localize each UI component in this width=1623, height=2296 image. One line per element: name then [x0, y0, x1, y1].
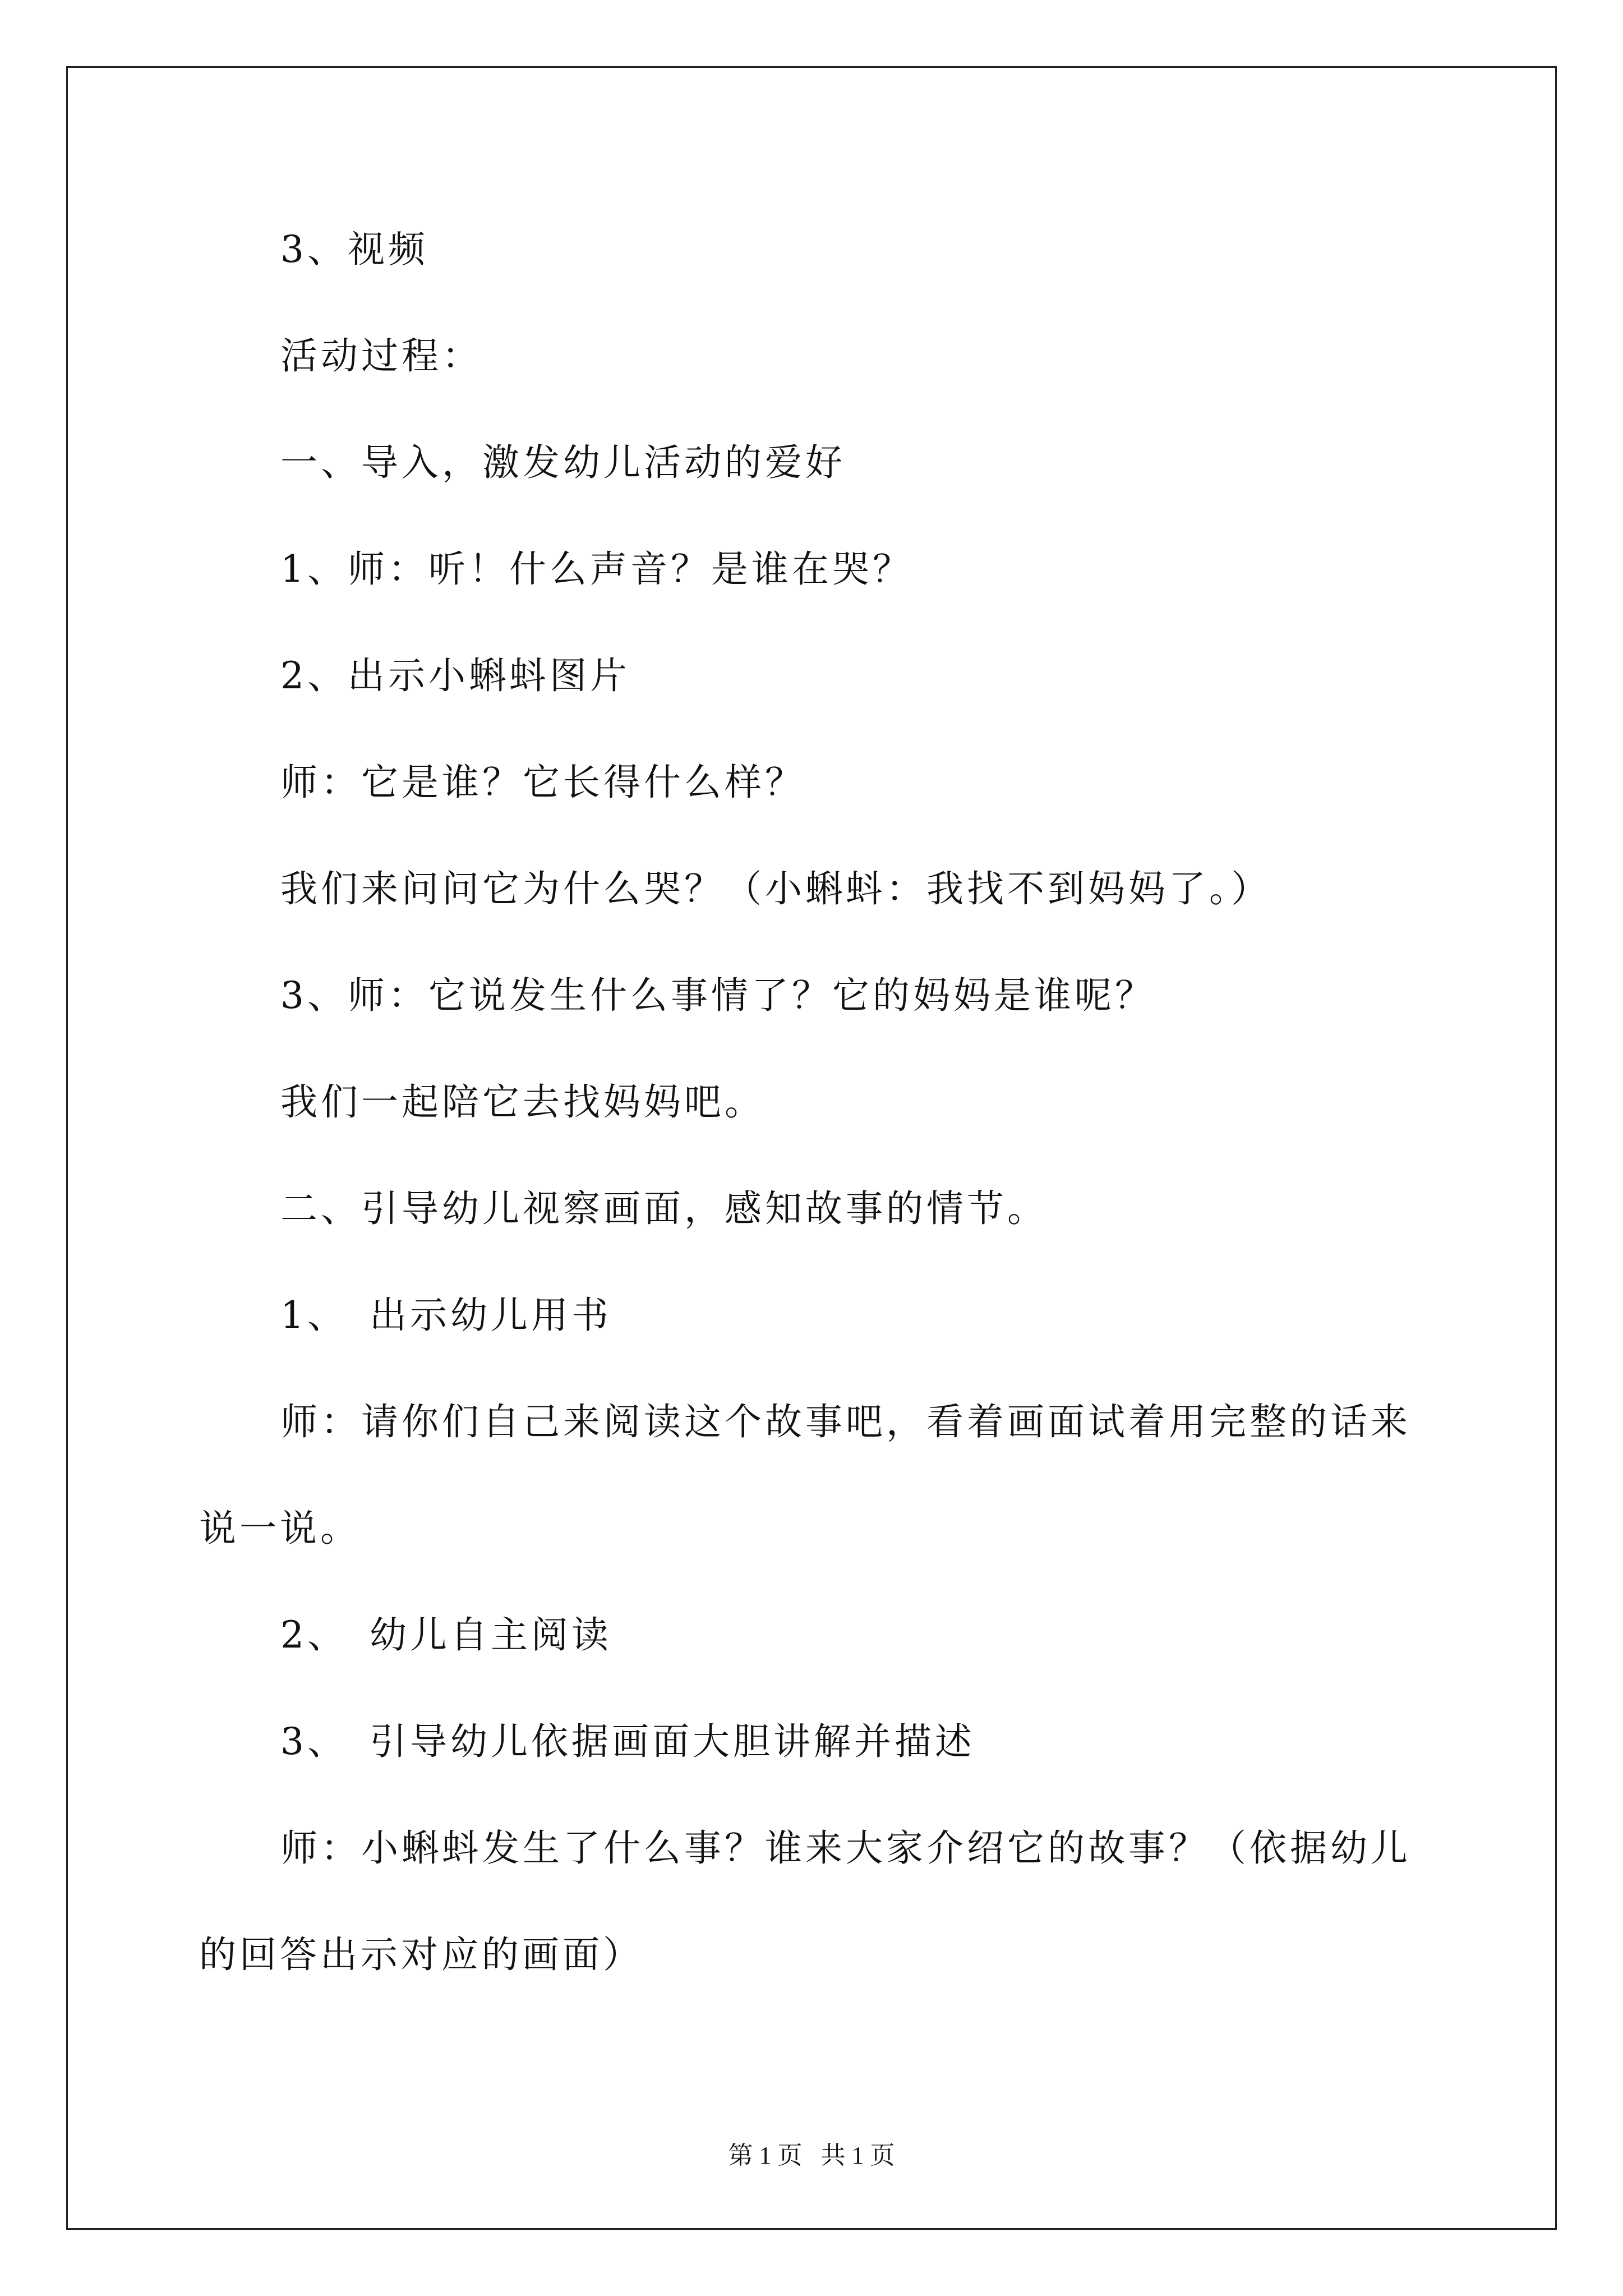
- text-line: 3、师：它说发生什么事情了？它的妈妈是谁呢？: [280, 974, 1155, 1017]
- page-footer: 第 1 页 共 1 页: [728, 2142, 895, 2169]
- text-line: 二、引导幼儿视察画面，感知故事的情节。: [280, 1187, 1048, 1230]
- text-line: 一、导入，激发幼儿活动的爱好: [280, 441, 846, 484]
- text-line: 师：它是谁？它长得什么样？: [280, 761, 805, 804]
- text-line: 师：小蝌蚪发生了什么事？谁来大家介绍它的故事？（依据幼儿: [280, 1826, 1411, 1870]
- text-line: 2、出示小蝌蚪图片: [280, 654, 630, 697]
- text-line: 活动过程：: [280, 334, 482, 378]
- text-line: 我们来问问它为什么哭？（小蝌蚪：我找不到妈妈了。）: [280, 867, 1271, 910]
- text-line: 的回答出示对应的画面）: [199, 1933, 643, 1976]
- text-line: 我们一起陪它去找妈妈吧。: [280, 1080, 765, 1124]
- text-line: 3、 引导幼儿依据画面大胆讲解并描述: [280, 1720, 975, 1763]
- text-line: 师：请你们自己来阅读这个故事吧，看着画面试着用完整的话来: [280, 1400, 1411, 1443]
- text-line: 1、 出示幼儿用书: [280, 1294, 612, 1337]
- text-line: 1、师：听！什么声音？是谁在哭？: [280, 547, 913, 591]
- text-line: 说一说。: [199, 1507, 361, 1550]
- text-line: 2、 幼儿自主阅读: [280, 1613, 612, 1657]
- text-line: 3、视频: [280, 228, 428, 271]
